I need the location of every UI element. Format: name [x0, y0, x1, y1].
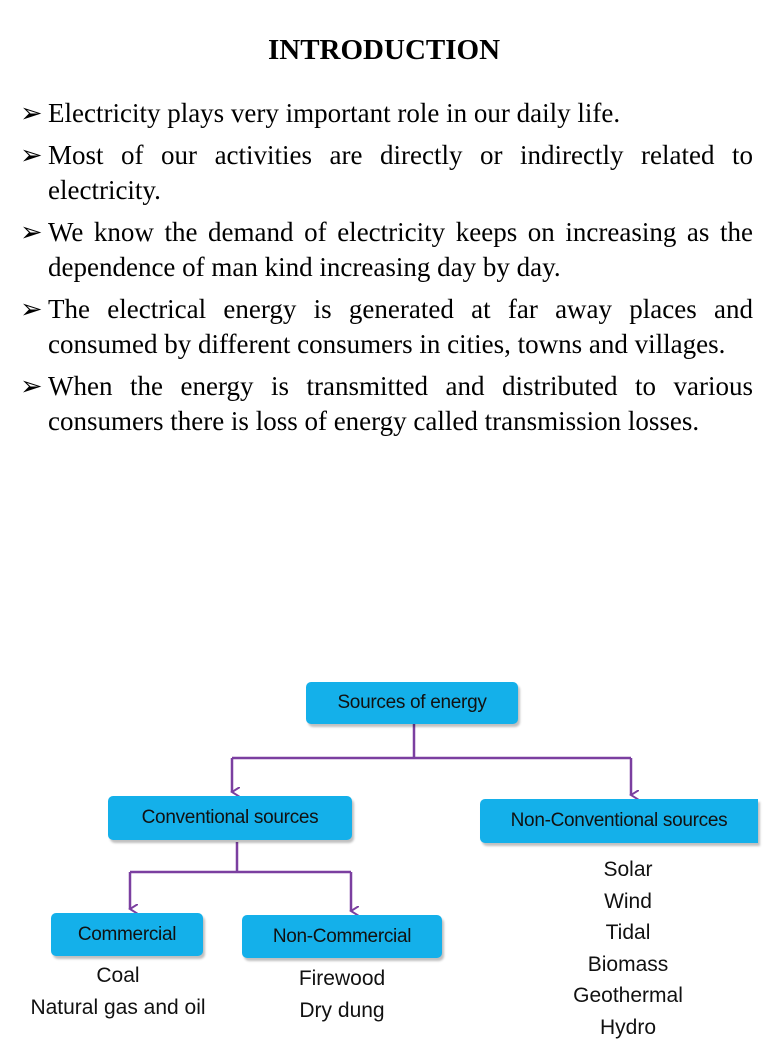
bullet-list [20, 96, 753, 446]
node-sources-of-energy: Sources of energy [306, 682, 518, 724]
list-item: Geothermal [528, 980, 728, 1012]
commercial-items [0, 960, 236, 1023]
list-item: Solar [528, 854, 728, 886]
bullet-text: Electricity plays very important role in our daily life. [48, 98, 620, 128]
list-item: Firewood [242, 963, 442, 995]
bullet-item [20, 138, 753, 209]
node-conventional-sources: Conventional sources [108, 796, 352, 840]
bullet-text: When the energy is transmitted and distributed to various consumers there is loss of energy called transmission losses. [48, 371, 753, 437]
conventional-connector [130, 842, 351, 872]
bullet-item [20, 369, 753, 440]
non-commercial-items [242, 963, 442, 1026]
node-non-commercial: Non-Commercial [242, 915, 442, 958]
list-item: Wind [528, 886, 728, 918]
list-item: Coal [0, 960, 236, 992]
bullet-text: The electrical energy is generated at far away places and consumed by different consumers in cities, towns and villages. [48, 294, 753, 360]
arrow-bullet-icon: ➢ [20, 292, 46, 328]
list-item: Dry dung [242, 995, 442, 1027]
node-commercial: Commercial [51, 913, 203, 956]
bullet-item [20, 215, 753, 286]
bullet-text: We know the demand of electricity keeps on increasing as the dependence of man kind increasing day by day. [48, 217, 753, 283]
list-item: Biomass [528, 949, 728, 981]
page-title: INTRODUCTION [0, 30, 768, 70]
non-conventional-items [528, 854, 728, 1043]
energy-sources-diagram [0, 660, 768, 1024]
bullet-item [20, 292, 753, 363]
root-connector [232, 724, 631, 758]
node-non-conventional-sources: Non-Conventional sources [480, 799, 758, 843]
list-item: Natural gas and oil [0, 992, 236, 1024]
list-item: Hydro [528, 1012, 728, 1043]
arrow-bullet-icon: ➢ [20, 369, 46, 405]
arrow-bullet-icon: ➢ [20, 96, 46, 132]
bullet-item [20, 96, 753, 132]
list-item: Tidal [528, 917, 728, 949]
arrow-bullet-icon: ➢ [20, 138, 46, 174]
bullet-text: Most of our activities are directly or indirectly related to electricity. [48, 140, 753, 206]
arrow-bullet-icon: ➢ [20, 215, 46, 251]
